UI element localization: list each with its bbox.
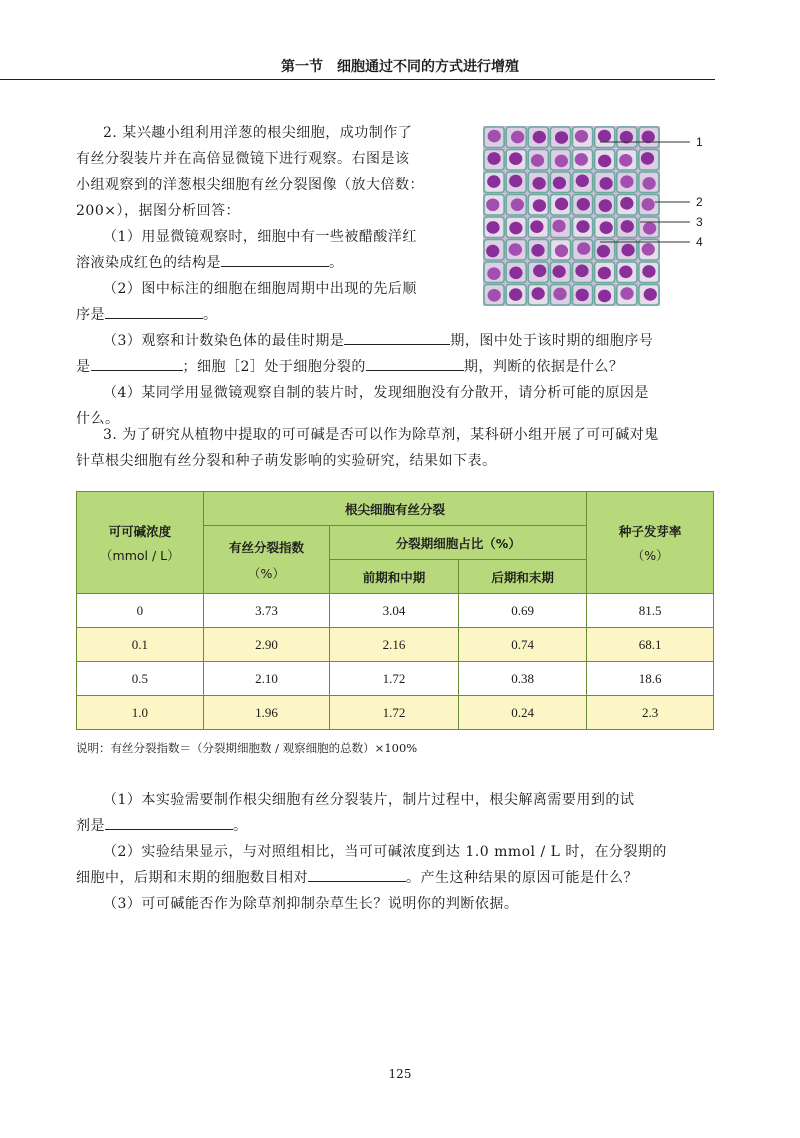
- cell-nucleus: [509, 288, 522, 301]
- table-cell: 1.96: [203, 696, 330, 730]
- q2-sub3-line1: （3）观察和计数染色体的最佳时期是 期，图中处于该时期的细胞序号: [103, 328, 653, 354]
- answer-blank[interactable]: [105, 815, 233, 830]
- q2-intro-line3: 小组观察到的洋葱根尖细胞有丝分裂图像（放大倍数：: [76, 177, 424, 193]
- page-header: 第一节 细胞通过不同的方式进行增殖: [281, 59, 519, 75]
- header-phase-ratio: 分裂期细胞占比（%）: [330, 526, 587, 560]
- figure-label-1: 1: [696, 135, 703, 149]
- header-concentration: 可可碱浓度 （mmol / L）: [77, 492, 204, 594]
- cell-nucleus: [575, 265, 588, 278]
- cell-nucleus: [555, 131, 568, 144]
- q2-sub2-line1: （2）图中标注的细胞在细胞周期中出现的先后顺: [103, 281, 417, 297]
- q2-sub4-line2: 什么。: [76, 411, 120, 427]
- header-early-phases: 前期和中期: [330, 560, 459, 594]
- cell-nucleus: [533, 131, 546, 144]
- cell-nucleus: [533, 264, 546, 277]
- cell-nucleus: [644, 288, 657, 301]
- cell-nucleus: [576, 220, 589, 233]
- q2-intro-line2: 有丝分裂装片并在高倍显微镜下进行观察。右图是该: [76, 151, 410, 167]
- cell-nucleus: [509, 152, 522, 165]
- table-cell: 0.38: [458, 662, 587, 696]
- table-cell: 1.72: [330, 662, 459, 696]
- cell-nucleus: [553, 288, 566, 301]
- cell-nucleus: [530, 220, 543, 233]
- cell-nucleus: [531, 154, 544, 167]
- cell-nucleus: [487, 267, 500, 280]
- figure-label-3: 3: [696, 215, 703, 229]
- cell-nucleus: [511, 131, 524, 144]
- q2-sub4-line1: （4）某同学用显微镜观察自制的装片时，发现细胞没有分散开，请分析可能的原因是: [103, 385, 649, 401]
- q3-sub1-line2: 剂是 。: [76, 813, 248, 839]
- answer-blank[interactable]: [344, 330, 450, 345]
- header-rule: [0, 79, 715, 80]
- table-row: [77, 662, 714, 696]
- table-cell: 0.24: [458, 696, 587, 730]
- answer-blank[interactable]: [366, 356, 464, 371]
- cell-nucleus: [486, 198, 499, 211]
- table-cell: 2.16: [330, 628, 459, 662]
- header-late-phases: 后期和末期: [458, 560, 587, 594]
- table-cell: 3.73: [203, 594, 330, 628]
- answer-blank[interactable]: [221, 252, 329, 267]
- cell-nucleus: [598, 267, 611, 280]
- cell-nucleus: [509, 222, 522, 235]
- cocoa-alkaloid-table: [76, 491, 714, 730]
- cell-nucleus: [620, 287, 633, 300]
- cell-nucleus: [619, 265, 632, 278]
- table-cell: 2.3: [587, 696, 714, 730]
- table-cell: 2.90: [203, 628, 330, 662]
- cell-nucleus: [486, 221, 499, 234]
- cell-nucleus: [575, 153, 588, 166]
- q3-sub2-line1: （2）实验结果显示，与对照组相比，当可可碱浓度到达 1.0 mmol / L 时，在分裂期的: [103, 844, 667, 860]
- table-cell: 3.04: [330, 594, 459, 628]
- cell-nucleus: [488, 130, 501, 143]
- figure-label-2: 2: [696, 195, 703, 209]
- cell-nucleus: [555, 244, 568, 257]
- table-cell: 0.74: [458, 628, 587, 662]
- q2-intro-line4: 200×），据图分析回答：: [76, 203, 240, 219]
- cell-nucleus: [486, 245, 499, 258]
- table-row: [77, 628, 714, 662]
- cell-nucleus: [509, 266, 522, 279]
- cell-nucleus: [531, 287, 544, 300]
- q2-sub1-line2: 溶液染成红色的结构是 。: [76, 250, 344, 276]
- cell-nucleus: [487, 175, 500, 188]
- q2-sub2-line2: 序是 。: [76, 302, 218, 328]
- q2-sub3-line2: 是 ；细胞［2］处于细胞分裂的 期，判断的依据是什么？: [76, 354, 623, 380]
- cell-nucleus: [488, 289, 501, 302]
- header-germination: 种子发芽率 （%）: [587, 492, 714, 594]
- q3-intro-line2: 针草根尖细胞有丝分裂和种子萌发影响的实验研究，结果如下表。: [76, 453, 497, 469]
- table-row: [77, 696, 714, 730]
- cell-nucleus: [576, 174, 589, 187]
- table-row: [77, 594, 714, 628]
- q3-sub2-line2: 细胞中，后期和末期的细胞数目相对 。产生这种结果的原因可能是什么？: [76, 865, 638, 891]
- table-cell: 2.10: [203, 662, 330, 696]
- cell-nucleus: [531, 244, 544, 257]
- table-cell: 0.5: [77, 662, 204, 696]
- cell-nucleus: [642, 265, 655, 278]
- cell-nucleus: [509, 175, 522, 188]
- cell-nucleus: [555, 198, 568, 211]
- table-cell: 68.1: [587, 628, 714, 662]
- table-note: 说明：有丝分裂指数＝（分裂期细胞数 / 观察细胞的总数）×100%: [76, 741, 418, 755]
- cell-nucleus: [533, 199, 546, 212]
- q2-sub1-line1: （1）用显微镜观察时，细胞中有一些被醋酸洋红: [103, 229, 417, 245]
- header-mitotic-index: 有丝分裂指数 （%）: [203, 526, 330, 594]
- cell-nucleus: [552, 220, 565, 233]
- cell-nucleus: [575, 130, 588, 143]
- figure-callout-lines: [600, 135, 710, 255]
- table-cell: 1.72: [330, 696, 459, 730]
- cell-nucleus: [553, 177, 566, 190]
- cell-nucleus: [555, 155, 568, 168]
- cell-nucleus: [552, 265, 565, 278]
- cell-nucleus: [487, 152, 500, 165]
- q2-intro-line1: 2. 某兴趣小组利用洋葱的根尖细胞，成功制作了: [103, 125, 413, 141]
- table-cell: 0.69: [458, 594, 587, 628]
- q3-sub1-line1: （1）本实验需要制作根尖细胞有丝分裂装片，制片过程中，根尖解离需要用到的试: [103, 792, 635, 808]
- table-cell: 18.6: [587, 662, 714, 696]
- answer-blank[interactable]: [308, 867, 406, 882]
- table-cell: 0: [77, 594, 204, 628]
- cell-nucleus: [577, 242, 590, 255]
- table-cell: 81.5: [587, 594, 714, 628]
- cell-nucleus: [577, 198, 590, 211]
- answer-blank[interactable]: [91, 356, 183, 371]
- header-mitosis: 根尖细胞有丝分裂: [203, 492, 587, 526]
- table-cell: 0.1: [77, 628, 204, 662]
- table-cell: 1.0: [77, 696, 204, 730]
- cell-nucleus: [576, 289, 589, 302]
- cell-nucleus: [509, 243, 522, 256]
- answer-blank[interactable]: [105, 304, 203, 319]
- figure-label-4: 4: [696, 235, 703, 249]
- page-number: 125: [388, 1067, 412, 1081]
- q3-intro-line1: 3. 为了研究从植物中提取的可可碱是否可以作为除草剂，某科研小组开展了可可碱对鬼: [103, 427, 659, 443]
- cell-nucleus: [598, 290, 611, 303]
- cell-nucleus: [511, 198, 524, 211]
- cell-nucleus: [532, 177, 545, 190]
- q3-sub3-line1: （3）可可碱能否作为除草剂抑制杂草生长？说明你的判断依据。: [103, 896, 519, 912]
